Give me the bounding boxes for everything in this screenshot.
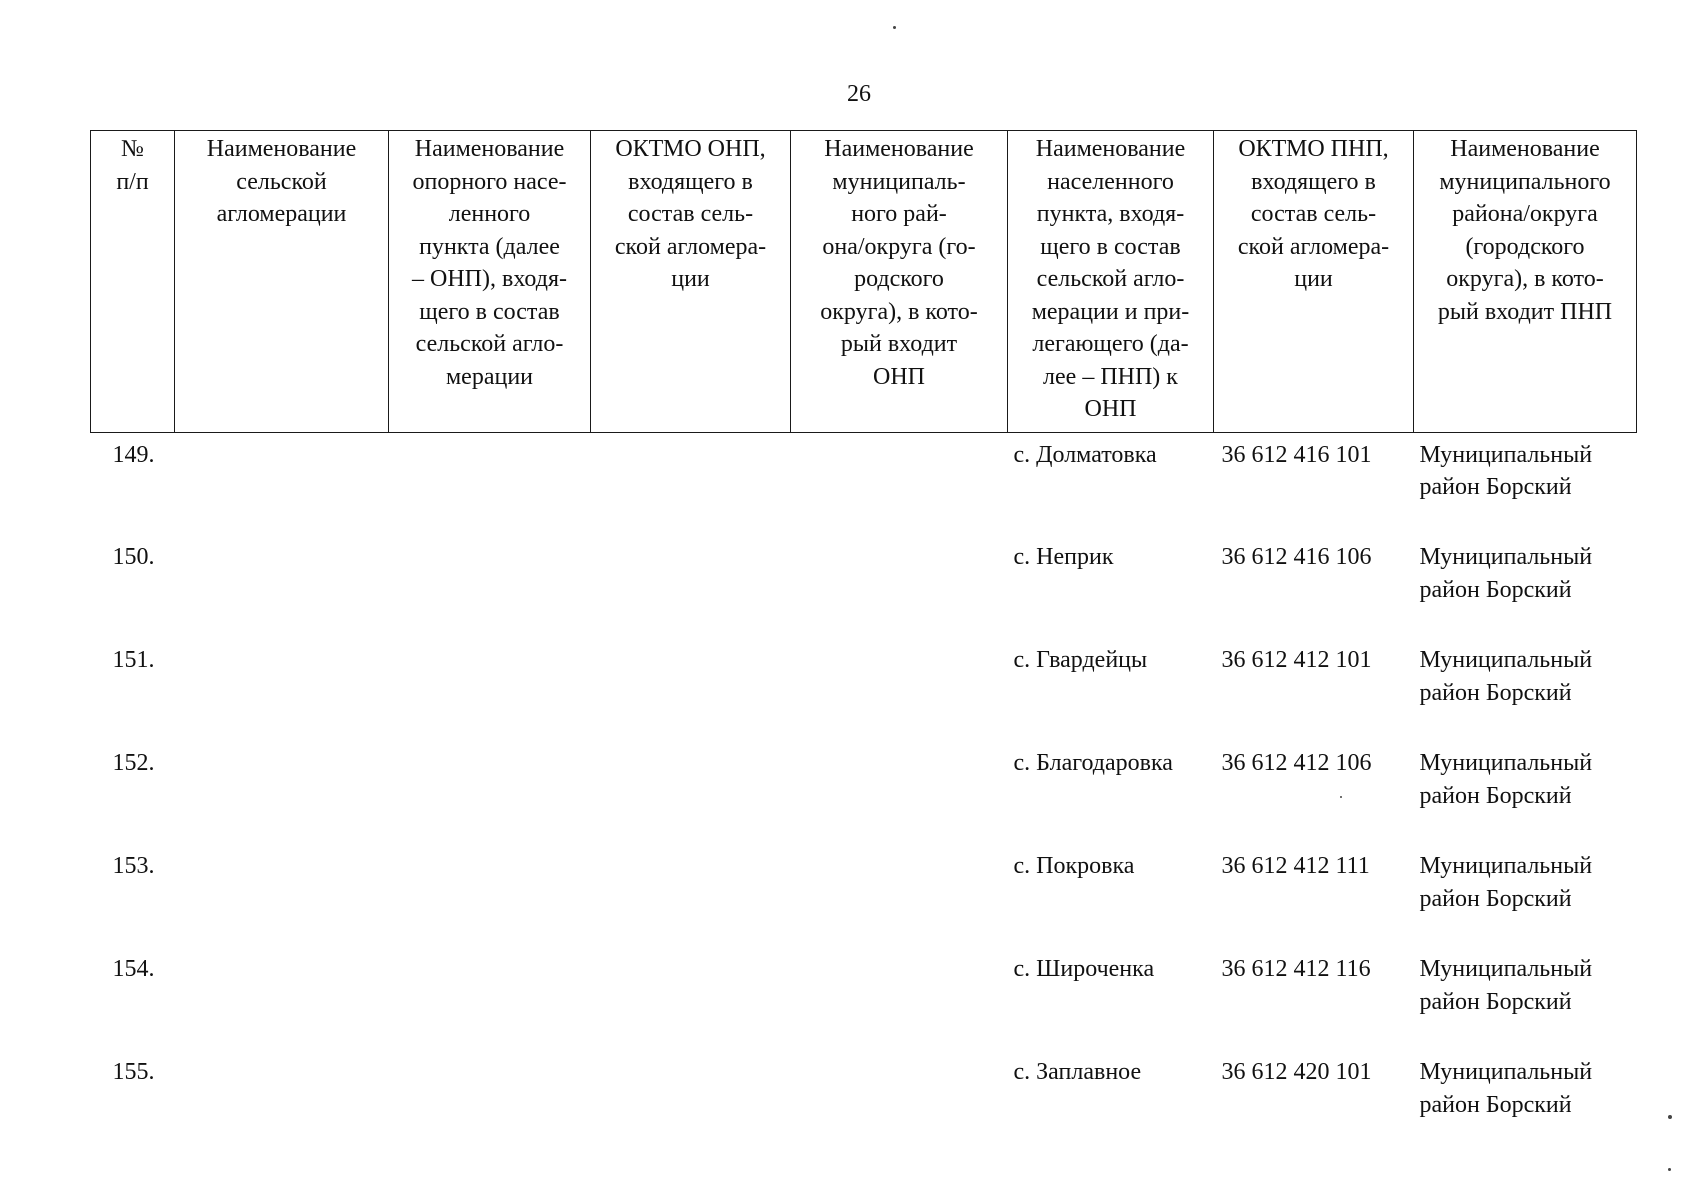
pnp-name-cell: с. Заплавное: [1013, 1059, 1142, 1085]
district-line: Муниципальный: [1419, 853, 1593, 879]
row-number: 155.: [112, 1059, 155, 1085]
pnp-name-cell: с. Широченка: [1013, 956, 1155, 982]
onp-oktmo-cell: [591, 1050, 791, 1153]
table-row: [91, 638, 1637, 741]
onp-oktmo-cell: [591, 844, 791, 947]
district-line: район Борский: [1419, 885, 1572, 912]
onp-name-cell: [389, 1050, 591, 1153]
header-pnp-oktmo: ОКТМО ПНП, входящего в состав сель- ской агломера- ции: [1214, 131, 1414, 433]
row-number: 151.: [112, 647, 155, 673]
pnp-name-cell: с. Покровка: [1013, 853, 1135, 879]
district-line: Муниципальный: [1419, 956, 1593, 982]
table-row: [91, 1050, 1637, 1153]
onp-oktmo-cell: [591, 432, 791, 535]
onp-district-cell: [791, 947, 1008, 1050]
scan-speck: [1668, 1115, 1672, 1119]
pnp-oktmo-cell: 36 612 412 106: [1221, 750, 1372, 776]
district-line: район Борский: [1419, 576, 1572, 603]
district-line: Муниципальный: [1419, 750, 1593, 776]
pnp-name-cell: с. Долматовка: [1013, 441, 1157, 468]
agglomeration-name-cell: [175, 741, 389, 844]
scan-speck: [1340, 796, 1342, 798]
agglomeration-name-cell: [175, 844, 389, 947]
header-onp-name: Наименование опорного насе- ленного пункта (далее – ОНП), входя- щего в состав сельской агло- мерации: [389, 131, 591, 433]
onp-name-cell: [389, 432, 591, 535]
header-num: № п/п: [91, 131, 175, 433]
onp-district-cell: [791, 844, 1008, 947]
header-onp-oktmo: ОКТМО ОНП, входящего в состав сель- ской агломера- ции: [591, 131, 791, 433]
header-pnp-district: Наименование муниципального района/округа (городского округа), в кото- рый входит ПНП: [1414, 131, 1637, 433]
row-number: 149.: [112, 441, 155, 468]
pnp-district-cell: [1414, 1050, 1637, 1153]
table-row: [91, 844, 1637, 947]
agglomeration-name-cell: [175, 947, 389, 1050]
pnp-name-cell: с. Неприк: [1013, 544, 1114, 570]
agglomeration-name-cell: [175, 432, 389, 535]
district-line: район Борский: [1419, 988, 1572, 1015]
agglomeration-name-cell: [175, 1050, 389, 1153]
row-number: 154.: [112, 956, 155, 982]
onp-oktmo-cell: [591, 947, 791, 1050]
header-agglomeration-name: Наименование сельской агломерации: [175, 131, 389, 433]
agglomeration-name-cell: [175, 535, 389, 638]
pnp-name-cell: с. Благодаровка: [1013, 750, 1173, 776]
district-line: Муниципальный: [1419, 441, 1593, 468]
district-line: район Борский: [1419, 1091, 1572, 1118]
scan-speck: [1668, 1168, 1671, 1171]
table-row: [91, 535, 1637, 638]
pnp-district-cell: [1414, 741, 1637, 844]
onp-district-cell: [791, 432, 1008, 535]
page-number: 26: [847, 81, 871, 107]
district-line: Муниципальный: [1419, 647, 1593, 673]
table-body: [91, 432, 1637, 1153]
pnp-oktmo-cell: 36 612 412 101: [1221, 647, 1372, 673]
agglomeration-name-cell: [175, 638, 389, 741]
table-row: [91, 947, 1637, 1050]
table-row: [91, 741, 1637, 844]
scan-speck: [893, 26, 896, 29]
district-line: район Борский: [1419, 782, 1572, 809]
district-line: Муниципальный: [1419, 1059, 1593, 1085]
pnp-district-cell: [1414, 947, 1637, 1050]
agglomeration-table: [90, 130, 1637, 1153]
pnp-district-cell: [1414, 844, 1637, 947]
onp-name-cell: [389, 844, 591, 947]
pnp-oktmo-cell: 36 612 416 101: [1221, 441, 1372, 468]
pnp-oktmo-cell: 36 612 412 111: [1221, 853, 1370, 879]
pnp-oktmo-cell: 36 612 420 101: [1221, 1059, 1372, 1085]
pnp-district-cell: [1414, 638, 1637, 741]
onp-district-cell: [791, 741, 1008, 844]
header-onp-district: Наименование муниципаль- ного рай- она/округа (го- родского округа), в кото- рый входит ОНП: [791, 131, 1008, 433]
district-line: район Борский: [1419, 679, 1572, 706]
district-line: район Борский: [1419, 474, 1572, 500]
header-row: [91, 131, 1637, 433]
row-number: 150.: [112, 544, 155, 570]
pnp-district-cell: [1414, 535, 1637, 638]
header-pnp-name: Наименование населенного пункта, входя- щего в состав сельской агло- мерации и при- легающего (да- лее – ПНП) к ОНП: [1008, 131, 1214, 433]
pnp-oktmo-cell: 36 612 416 106: [1221, 544, 1372, 570]
onp-district-cell: [791, 535, 1008, 638]
onp-name-cell: [389, 741, 591, 844]
onp-oktmo-cell: [591, 535, 791, 638]
onp-name-cell: [389, 535, 591, 638]
table-header: [91, 131, 1637, 433]
onp-name-cell: [389, 638, 591, 741]
onp-district-cell: [791, 1050, 1008, 1153]
row-number: 153.: [112, 853, 155, 879]
table-row: [91, 432, 1637, 535]
onp-oktmo-cell: [591, 741, 791, 844]
onp-name-cell: [389, 947, 591, 1050]
onp-district-cell: [791, 638, 1008, 741]
onp-oktmo-cell: [591, 638, 791, 741]
pnp-oktmo-cell: 36 612 412 116: [1221, 956, 1371, 982]
pnp-name-cell: с. Гвардейцы: [1013, 647, 1148, 673]
pnp-district-cell: [1414, 432, 1637, 535]
district-line: Муниципальный: [1419, 544, 1593, 570]
row-number: 152.: [112, 750, 155, 776]
